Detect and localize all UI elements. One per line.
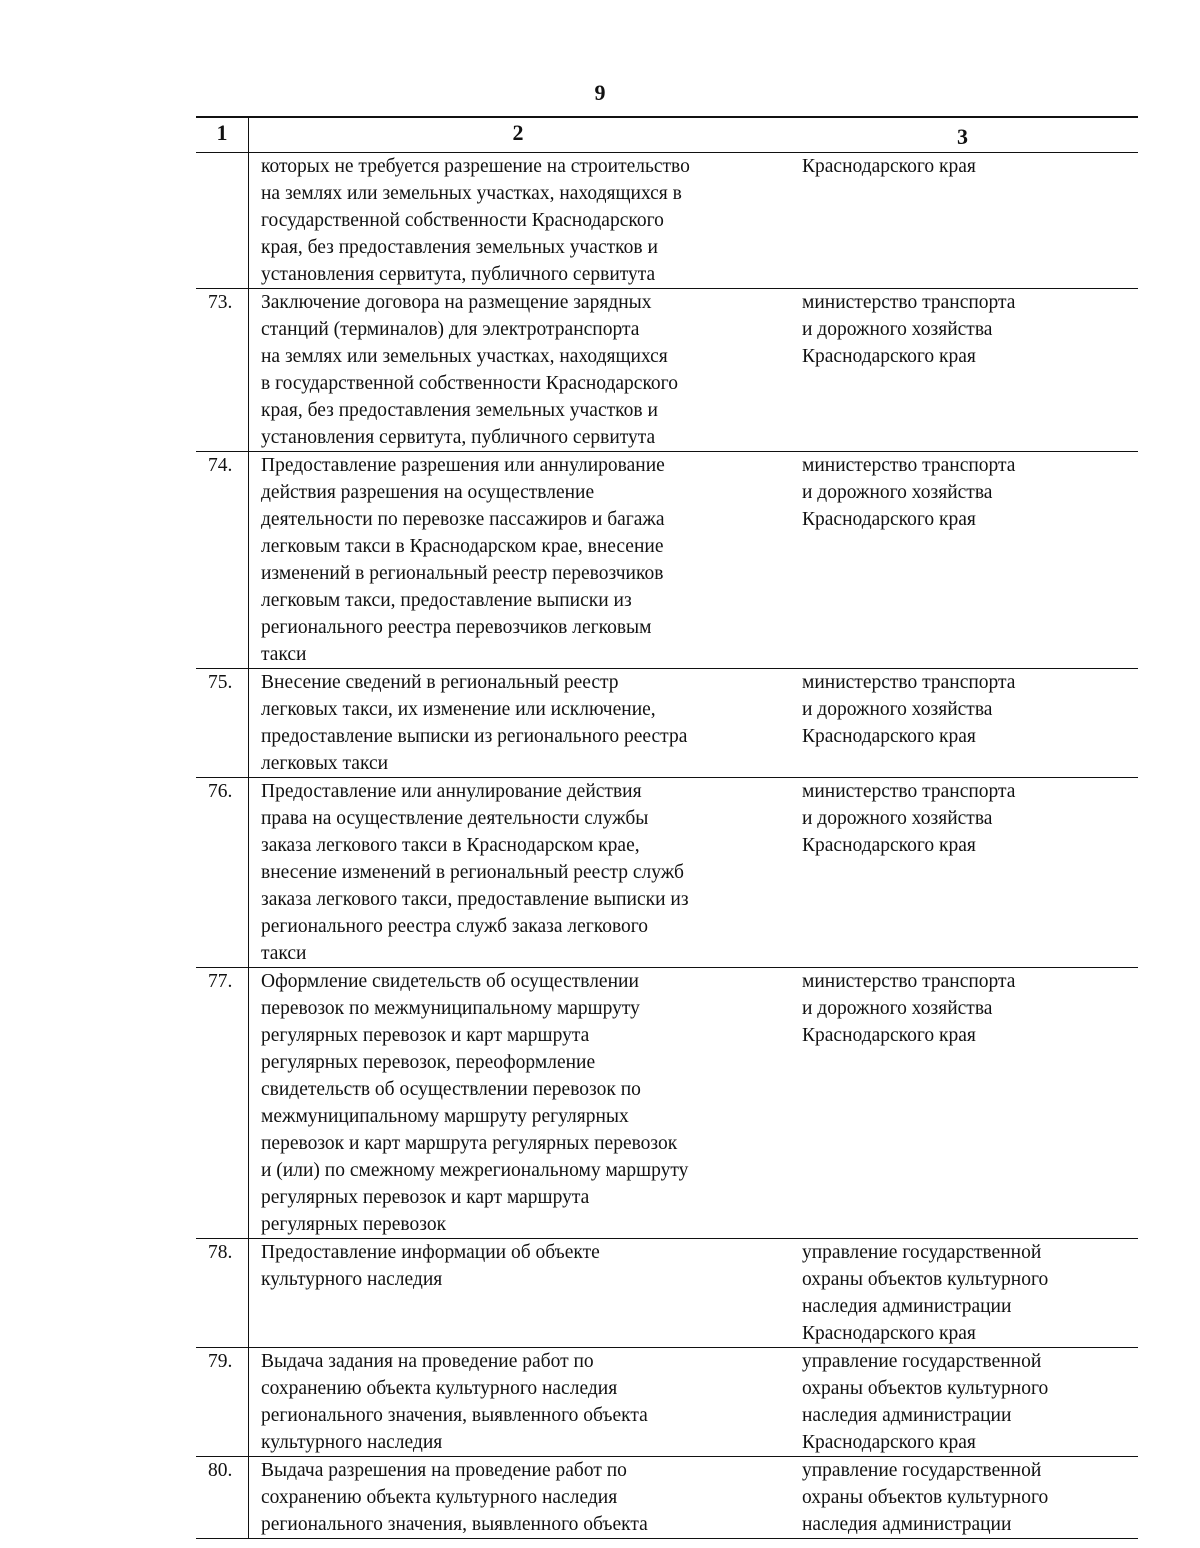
description-line: легковых такси <box>261 753 389 774</box>
table-row <box>196 452 1138 669</box>
authority-line: управление государственной <box>802 1242 1042 1263</box>
authority-line: министерство транспорта <box>802 971 1016 992</box>
authority-line: и дорожного хозяйства <box>802 808 993 829</box>
description-line: права на осуществление деятельности службы <box>261 808 649 829</box>
description-line: Выдача задания на проведение работ по <box>261 1351 594 1372</box>
description-line: такси <box>261 644 307 665</box>
authority-line: министерство транспорта <box>802 781 1016 802</box>
responsible-authority <box>786 1348 1138 1456</box>
service-description <box>248 669 786 777</box>
description-line: регионального значения, выявленного объекта <box>261 1514 648 1535</box>
description-line: Предоставление или аннулирование действия <box>261 781 642 802</box>
row-number <box>196 153 248 288</box>
row-number: 76. <box>208 781 233 802</box>
authority-line: Краснодарского края <box>802 346 976 367</box>
authority-line: охраны объектов культурного <box>802 1378 1049 1399</box>
authority-line: Краснодарского края <box>802 1025 976 1046</box>
authority-line: управление государственной <box>802 1351 1042 1372</box>
description-line: установления сервитута, публичного сервитута <box>261 264 656 285</box>
authority-line: министерство транспорта <box>802 292 1016 313</box>
description-line: легковым такси, предоставление выписки из <box>261 590 632 611</box>
authority-line: управление государственной <box>802 1460 1042 1481</box>
authority-line: наследия администрации <box>802 1514 1012 1535</box>
description-line: действия разрешения на осуществление <box>261 482 595 503</box>
authority-line: Краснодарского края <box>802 1432 976 1453</box>
description-line: межмуниципальному маршруту регулярных <box>261 1106 629 1127</box>
description-line: края, без предоставления земельных участков и <box>261 400 658 421</box>
row-number: 77. <box>208 971 233 992</box>
authority-line: министерство транспорта <box>802 455 1016 476</box>
service-description <box>248 289 786 451</box>
description-line: Предоставление информации об объекте <box>261 1242 600 1263</box>
responsible-authority <box>786 452 1138 668</box>
responsible-authority <box>786 968 1138 1238</box>
header-col-1: 1 <box>216 120 228 145</box>
description-line: государственной собственности Краснодарского <box>261 210 664 231</box>
row-number: 80. <box>208 1460 233 1481</box>
description-line: перевозок по межмуниципальному маршруту <box>261 998 640 1019</box>
description-line: заказа легкового такси, предоставление выписки из <box>261 889 689 910</box>
description-line: изменений в региональный реестр перевозчиков <box>261 563 664 584</box>
authority-line: Краснодарского края <box>802 835 976 856</box>
table-header <box>196 116 1138 153</box>
table-row <box>196 968 1138 1239</box>
description-line: регулярных перевозок и карт маршрута <box>261 1187 590 1208</box>
authority-line: охраны объектов культурного <box>802 1269 1049 1290</box>
description-line: Заключение договора на размещение зарядных <box>261 292 652 313</box>
description-line: регионального значения, выявленного объекта <box>261 1405 648 1426</box>
description-line: культурного наследия <box>261 1269 443 1290</box>
responsible-authority <box>786 669 1138 777</box>
service-description <box>248 778 786 967</box>
authority-line: и дорожного хозяйства <box>802 699 993 720</box>
authority-line: и дорожного хозяйства <box>802 998 993 1019</box>
authority-line: и дорожного хозяйства <box>802 482 993 503</box>
authority-line: наследия администрации <box>802 1296 1012 1317</box>
table-body <box>196 153 1138 1539</box>
service-description <box>248 153 786 288</box>
description-line: Выдача разрешения на проведение работ по <box>261 1460 627 1481</box>
description-line: регулярных перевозок, переоформление <box>261 1052 596 1073</box>
description-line: перевозок и карт маршрута регулярных перевозок <box>261 1133 678 1154</box>
responsible-authority <box>786 778 1138 967</box>
description-line: на землях или земельных участках, находящихся в <box>261 183 682 204</box>
description-line: которых не требуется разрешение на строительство <box>261 156 690 177</box>
row-number: 75. <box>208 672 233 693</box>
table-row <box>196 1239 1138 1348</box>
table-row <box>196 778 1138 968</box>
description-line: Предоставление разрешения или аннулирование <box>261 455 665 476</box>
service-description <box>248 1457 786 1538</box>
description-line: установления сервитута, публичного сервитута <box>261 427 656 448</box>
description-line: легковых такси, их изменение или исключение, <box>261 699 656 720</box>
authority-line: министерство транспорта <box>802 672 1016 693</box>
service-description <box>248 452 786 668</box>
description-line: регулярных перевозок <box>261 1214 447 1235</box>
description-line: предоставление выписки из регионального реестра <box>261 726 688 747</box>
responsible-authority <box>786 1457 1138 1538</box>
table-row <box>196 153 1138 289</box>
authority-line: Краснодарского края <box>802 509 976 530</box>
description-line: регионального реестра служб заказа легкового <box>261 916 649 937</box>
table-row <box>196 1457 1138 1539</box>
responsible-authority <box>786 289 1138 451</box>
authority-line: охраны объектов культурного <box>802 1487 1049 1508</box>
row-number: 73. <box>208 292 233 313</box>
description-line: заказа легкового такси в Краснодарском крае, <box>261 835 640 856</box>
description-line: и (или) по смежному межрегиональному маршруту <box>261 1160 689 1181</box>
responsible-authority <box>786 153 1138 288</box>
services-table <box>196 116 1138 1539</box>
description-line: Внесение сведений в региональный реестр <box>261 672 619 693</box>
description-line: края, без предоставления земельных участков и <box>261 237 658 258</box>
table-row <box>196 1348 1138 1457</box>
table-row <box>196 289 1138 452</box>
description-line: регулярных перевозок и карт маршрута <box>261 1025 590 1046</box>
row-number: 79. <box>208 1351 233 1372</box>
description-line: внесение изменений в региональный реестр служб <box>261 862 684 883</box>
description-line: сохранению объекта культурного наследия <box>261 1487 618 1508</box>
description-line: Оформление свидетельств об осуществлении <box>261 971 639 992</box>
row-number: 78. <box>208 1242 233 1263</box>
service-description <box>248 968 786 1238</box>
service-description <box>248 1348 786 1456</box>
description-line: свидетельств об осуществлении перевозок по <box>261 1079 641 1100</box>
authority-line: и дорожного хозяйства <box>802 319 993 340</box>
table-row <box>196 669 1138 778</box>
authority-line: Краснодарского края <box>802 1323 976 1344</box>
description-line: в государственной собственности Краснодарского <box>261 373 678 394</box>
page-number: 9 <box>594 80 606 105</box>
authority-line: наследия администрации <box>802 1405 1012 1426</box>
description-line: культурного наследия <box>261 1432 443 1453</box>
responsible-authority <box>786 1239 1138 1347</box>
description-line: деятельности по перевозке пассажиров и багажа <box>261 509 665 530</box>
authority-line: Краснодарского края <box>802 156 976 177</box>
description-line: легковым такси в Краснодарском крае, внесение <box>261 536 664 557</box>
description-line: регионального реестра перевозчиков легковым <box>261 617 652 638</box>
header-col-3: 3 <box>957 124 968 149</box>
description-line: на землях или земельных участках, находящихся <box>261 346 668 367</box>
header-col-2: 2 <box>248 118 787 152</box>
service-description <box>248 1239 786 1347</box>
authority-line: Краснодарского края <box>802 726 976 747</box>
row-number: 74. <box>208 455 233 476</box>
description-line: такси <box>261 943 307 964</box>
description-line: станций (терминалов) для электротранспорта <box>261 319 640 340</box>
description-line: сохранению объекта культурного наследия <box>261 1378 618 1399</box>
